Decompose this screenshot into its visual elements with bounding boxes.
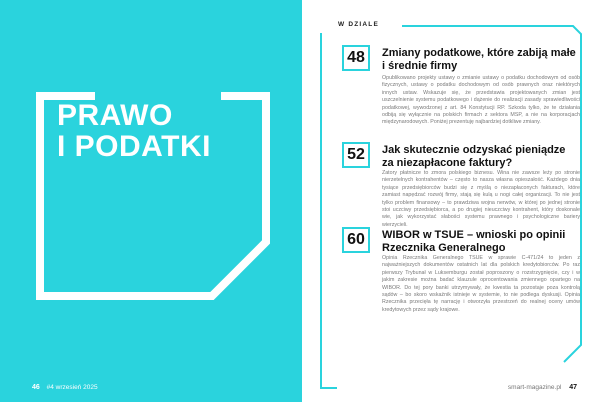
article-title[interactable]: Zmiany podatkowe, które zabiją małe i średnie firmy (382, 47, 576, 72)
section-title-line-2: I PODATKI (57, 130, 211, 163)
article-lead: Zatory płatnicze to zmora polskiego biznesu. Wina nie zawsze leży po stronie nierzetelnych kontrahentów – często to nasza własna opieszałość. Każdego dnia tysiące przedsiębiorców budzi się z myślą o niezapłaconych fakturach, które zamiast napędzać rozwój firmy, stają się kulą u nogi całej organizacji. To nie jest tylko problem finansowy – to prawdziwa wojna nerwów, w której po jednej stronie stoi uczciwy przedsiębiorca, a po drugiej nieuczciwy kontrahent, który doskonale wie, jak wykorzystać słabości systemu prawnego i psychologiczne bariery wierzycieli. (382, 170, 580, 228)
article-lead: Opublikowano projekty ustawy o zmianie ustawy o podatku dochodowym od osób fizycznych, ustawy o podatku dochodowym od osób prawnych oraz niektórych innych ustaw. Wskazuje się, że przedstawia projektowanych zmian jest uszczelnienie systemu podatkowego i dążenie do realizacji zasady sprawiedliwości podatkowej, wywodzonej z art. 84 Konstytucji RP. Szkoda tylko, że te działania odbiją się wyłącznie na polskich firmach z sektora MSP, a nie na korporacjach międzynarodowych. Poniżej prezentuję najbardziej dotkliwe zmiany. (382, 75, 580, 126)
right-page (302, 0, 600, 402)
article-title[interactable]: Jak skutecznie odzyskać pieniądze za niezapłacone faktury? (382, 144, 566, 169)
article-lead: Opinia Rzecznika Generalnego TSUE w sprawie C-471/24 to jeden z najważniejszych dokumentów ostatnich lat dla polskich kredytobiorców. Po raz pierwszy Trybunał w Luksemburgu został poproszony o rozstrzygnięcie, czy i w jakim zakresie można badać klauzule oprocentowania zmiennego opartego na WIBOR. Do tej pory banki utrzymywały, że kwestia ta pozostaje poza kontrolą sądów – bo skoro wskaźnik istnieje w systemie, to nie podlega dyskusji. Opinia Rzecznika przecięła tę narrację i otworzyła przestrzeń do realnej oceny umów kredytowych przez sądy krajowe. (382, 255, 580, 313)
article-page-number: 48 (342, 45, 370, 71)
site-url[interactable]: smart-magazine.pl (507, 384, 562, 391)
section-title (57, 100, 211, 162)
article-title[interactable]: WIBOR w TSUE – wnioski po opinii Rzecznika Generalnego (382, 229, 566, 254)
section-kicker: W DZIALE (338, 21, 380, 28)
page-number-right: 47 (569, 384, 577, 391)
page-number-left: 46 (32, 384, 40, 391)
right-footer (508, 384, 577, 391)
article-page-number: 52 (342, 142, 370, 168)
left-footer (32, 384, 98, 391)
issue-label: #4 wrzesień 2025 (46, 384, 98, 391)
frame-line-left (321, 33, 337, 388)
section-title-line-1: PRAWO (57, 99, 173, 132)
article-page-number: 60 (342, 227, 370, 253)
